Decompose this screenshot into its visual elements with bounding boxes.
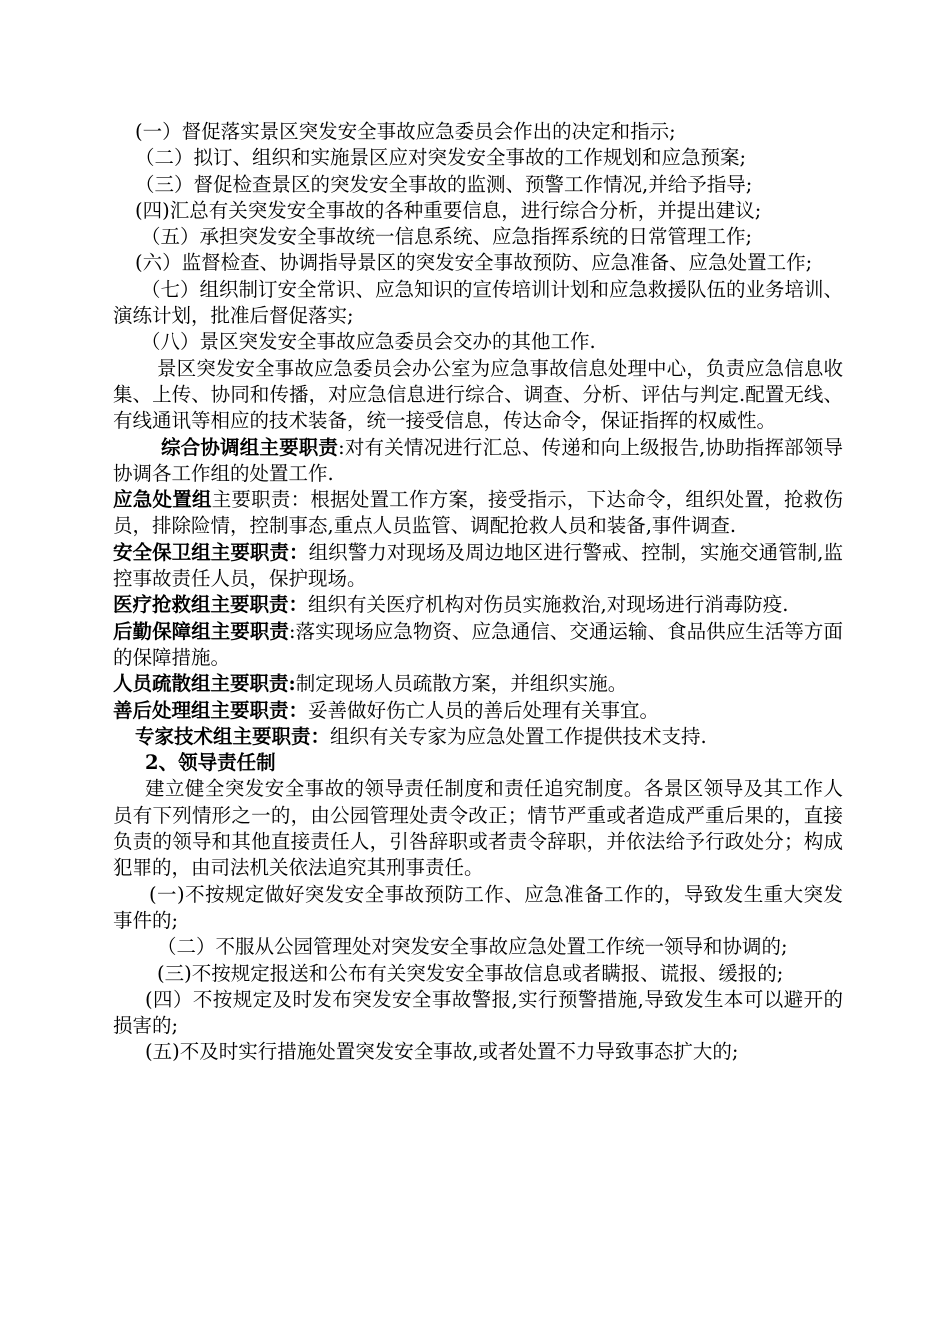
group-text: 制定现场人员疏散方案，并组织实施。 — [295, 672, 628, 696]
group-text: :落实现场应急物资、应急通信、交通运输、食品供应生活等方面的保障措施。 — [113, 619, 843, 669]
duty-item-6: (六）监督检查、协调指导景区的突发安全事故预防、应急准备、应急处置工作; — [135, 251, 813, 275]
group-duty-coordination — [113, 435, 843, 488]
group-duty-security — [113, 540, 843, 593]
duty-item-3: （三）督促检查景区的突发安全事故的监测、预警工作情况,并给予指导; — [135, 172, 753, 196]
case-item-2: （二）不服从公园管理处对突发安全事故应急处置工作统一领导和协调的; — [157, 935, 788, 959]
case-item-1: (一)不按规定做好突发安全事故预防工作、应急准备工作的，导致发生重大突发事件的; — [113, 882, 843, 932]
case-item-3: (三)不按规定报送和公布有关突发安全事故信息或者瞒报、谎报、缓报的; — [157, 961, 784, 985]
office-description: 景区突发安全事故应急委员会办公室为应急事故信息处理中心，负责应急信息收集、上传、协同和传播，对应急信息进行综合、调查、分析、评估与判定.配置无线、有线通讯等相应的技术装备，统一接受信息，传达命令，保证指挥的权威性。 — [113, 356, 843, 433]
group-text: 主要职责：根据处置工作方案，接受指示，下达命令，组织处置，抢救伤员，排除险情，控制事态,重点人员监管、调配抢救人员和装备,事件调查. — [113, 488, 843, 538]
group-text: 组织警力对现场及周边地区进行警戒、控制，实施交通管制,监控事故责任人员，保护现场。 — [113, 540, 843, 591]
group-label: 人员疏散组主要职责: — [113, 672, 296, 696]
group-text: 组织有关专家为应急处置工作提供技术支持. — [330, 724, 707, 748]
group-text: :对有关情况进行汇总、传递和向上级报告,协助指挥部领导协调各工作组的处置工作. — [113, 435, 843, 485]
group-label: 善后处理组主要职责： — [113, 698, 309, 722]
duty-item-2: （二）拟订、组织和实施景区应对突发安全事故的工作规划和应急预案; — [135, 146, 747, 170]
section-intro: 建立健全突发安全事故的领导责任制度和责任追究制度。各景区领导及其工作人员有下列情形之一的，由公园管理处责令改正；情节严重或者造成严重后果的，直接负责的领导和其他直接责任人，引咎辞职或者责令辞职，并依法给予行政处分；构成犯罪的，由司法机关依法追究其刑事责任。 — [113, 777, 843, 880]
group-duty-evacuation — [113, 671, 843, 697]
duty-item-1: (一）督促落实景区突发安全事故应急委员会作出的决定和指示; — [135, 120, 676, 143]
duty-item-4: (四)汇总有关突发安全事故的各种重要信息，进行综合分析，并提出建议; — [135, 198, 762, 222]
group-label: 后勤保障组主要职责 — [113, 619, 289, 643]
group-label: 医疗抢救组主要职责： — [113, 593, 309, 617]
group-duty-medical — [113, 592, 843, 618]
duty-item-8: （八）景区突发安全事故应急委员会交办的其他工作. — [141, 330, 596, 354]
duty-item-5: （五）承担突发安全事故统一信息系统、应急指挥系统的日常管理工作; — [141, 225, 753, 249]
group-text: 妥善做好伤亡人员的善后处理有关事宜。 — [308, 698, 660, 722]
case-item-4: (四）不按规定及时发布突发安全事故警报,实行预警措施,导致发生本可以避开的损害的; — [113, 987, 843, 1038]
group-duty-aftermath — [113, 698, 843, 724]
group-label: 应急处置组 — [113, 488, 212, 512]
group-label: 专家技术组主要职责： — [135, 724, 331, 748]
case-item-5: (五)不及时实行措施处置突发安全事故,或者处置不力导致事态扩大的; — [145, 1040, 739, 1064]
document-body — [113, 119, 843, 1066]
group-text: 组织有关医疗机构对伤员实施救治,对现场进行消毒防疫. — [308, 593, 789, 617]
group-duty-response — [113, 487, 843, 540]
group-duty-logistics — [113, 619, 843, 672]
group-duty-expert — [113, 724, 843, 750]
group-label: 安全保卫组主要职责： — [113, 540, 309, 564]
duty-item-7: （七）组织制订安全常识、应急知识的宣传培训计划和应急救援队伍的业务培训、演练计划，批准后督促落实; — [113, 277, 844, 328]
section-heading: 2、领导责任制 — [145, 751, 276, 775]
group-label: 综合协调组主要职责 — [161, 435, 339, 459]
